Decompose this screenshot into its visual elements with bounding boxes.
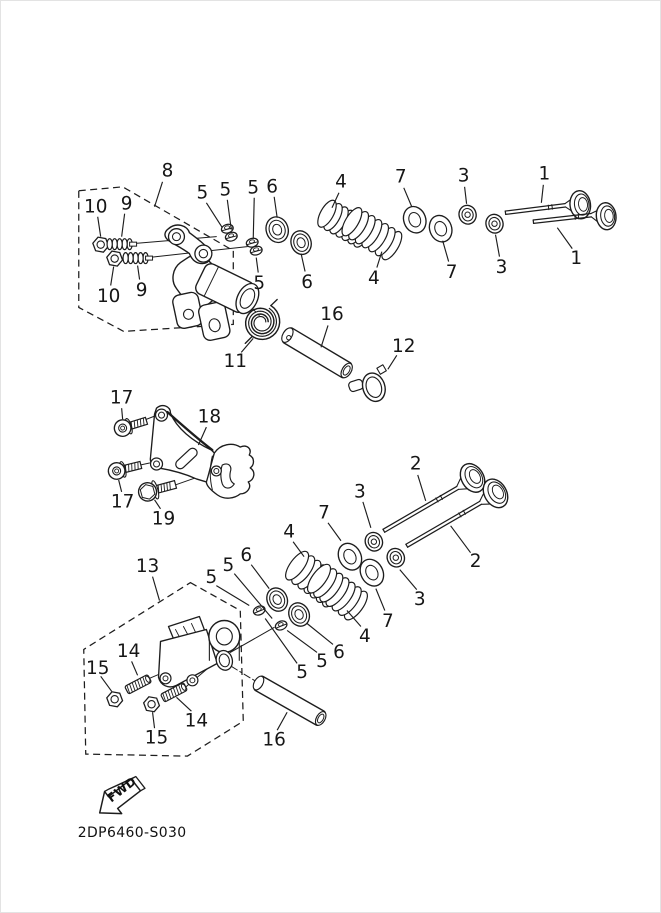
callout-number-15: 15 [144,727,169,749]
callout-17 [110,388,133,419]
callout-number-9: 9 [135,280,148,302]
adjuster-14-a [125,674,152,694]
callout-number-8: 8 [161,160,174,182]
callout-16 [262,712,287,750]
callout-number-7: 7 [318,502,330,524]
callout-number-5: 5 [253,273,266,295]
callout-number-5: 5 [205,567,218,589]
callout-3 [458,165,470,203]
callout-number-14: 14 [116,640,141,662]
fwd-direction-arrow [100,774,145,814]
callout-number-6: 6 [240,545,253,567]
callout-number-7: 7 [381,610,394,632]
callout-6 [266,176,278,217]
callout-9 [121,193,133,236]
callout-number-10: 10 [83,196,108,218]
callout-number-5: 5 [219,179,232,201]
callout-number-5: 5 [247,177,260,199]
callout-number-4: 4 [283,521,295,543]
callout-1 [557,228,582,269]
adjuster-9-lower [123,253,153,264]
locknut-10-upper [93,237,109,252]
callout-2 [451,526,482,572]
part-code-label: 2DP6460-S030 [77,824,187,841]
callout-number-2: 2 [469,551,482,573]
callout-11 [224,338,254,371]
callout-number-11: 11 [223,350,248,372]
exploded-parts-diagram [1,1,660,912]
callout-6 [301,254,313,293]
locknut-10-lower [107,251,123,266]
callout-number-3: 3 [457,165,470,187]
spring-retainer-6-a [263,214,292,245]
callout-number-5: 5 [296,661,308,683]
callout-7 [443,241,458,283]
callout-number-13: 13 [135,556,160,578]
callout-3 [495,235,507,278]
callout-9 [136,266,148,301]
callout-number-18: 18 [197,406,222,428]
callout-14 [117,641,140,675]
callout-10 [84,196,107,236]
spring-seat-7-a [400,203,430,236]
callout-16 [320,304,343,347]
callout-19 [152,500,175,529]
callout-number-5: 5 [222,555,235,577]
callout-7 [318,502,341,540]
callout-1 [538,163,550,202]
callout-number-12: 12 [392,335,416,357]
callout-15 [145,712,168,748]
callout-number-17: 17 [109,387,134,409]
callout-5 [247,177,259,238]
callout-15 [86,658,112,691]
callout-number-7: 7 [394,166,407,188]
locknut-15-b [144,697,160,712]
callout-5 [253,258,265,294]
callout-number-14: 14 [184,710,209,732]
callout-18 [198,407,221,445]
callout-number-15: 15 [85,657,110,679]
callout-number-6: 6 [266,176,279,198]
spring-retainer-6-b [288,228,314,257]
callout-number-17: 17 [110,491,135,513]
stem-seal-3-b [484,212,505,235]
callout-2 [410,453,426,500]
bolt-19 [136,475,177,503]
locknut-15-a [107,692,123,707]
valve-2-a [383,459,490,532]
rocker-shaft-16-lower [251,674,329,728]
callout-3 [354,481,371,527]
callout-13 [136,556,160,600]
stem-seal-3-c [362,530,385,554]
callout-number-10: 10 [96,285,121,307]
callout-4 [283,521,304,556]
callout-17 [111,480,134,512]
callout-number-5: 5 [316,650,328,672]
fwd-label: FWD [104,773,140,806]
stem-seal-3-d [384,546,407,570]
callout-number-4: 4 [359,625,371,647]
callout-5 [197,182,223,227]
spring-retainer-6-c [263,585,291,615]
callout-number-7: 7 [445,262,458,284]
callout-number-3: 3 [354,481,366,503]
callout-7 [376,589,394,632]
callout-10 [97,267,120,307]
callout-number-16: 16 [262,729,286,751]
callout-number-2: 2 [409,453,422,475]
callout-7 [395,166,412,206]
callout-number-19: 19 [151,508,176,530]
callout-number-4: 4 [368,268,380,290]
retainer-12 [348,365,389,405]
stem-seal-3-a [457,203,478,226]
callout-number-6: 6 [333,641,345,663]
callout-number-4: 4 [335,171,347,193]
callout-number-3: 3 [495,257,508,279]
callout-number-5: 5 [196,182,209,204]
callout-3 [400,570,426,610]
rocker-shaft-16-upper [279,326,355,381]
callout-8 [155,160,174,206]
spring-seat-7-b [426,212,456,245]
callout-4 [332,171,347,207]
bolt-17-b [107,457,143,481]
callout-number-9: 9 [120,193,133,215]
callout-number-1: 1 [538,163,551,185]
callout-number-1: 1 [570,248,583,270]
callout-number-16: 16 [320,303,344,325]
callout-14 [176,697,208,731]
callout-number-6: 6 [301,272,313,294]
callout-6 [240,545,269,588]
callout-5 [265,619,308,683]
callout-12 [388,336,416,369]
callout-5 [219,179,231,229]
parts-artwork [79,187,618,756]
adjuster-9-upper [107,239,137,250]
bolt-17-a [112,413,149,439]
callout-number-3: 3 [413,589,426,611]
valve-cotters-5-upper [220,223,263,256]
callout-4 [368,252,382,289]
